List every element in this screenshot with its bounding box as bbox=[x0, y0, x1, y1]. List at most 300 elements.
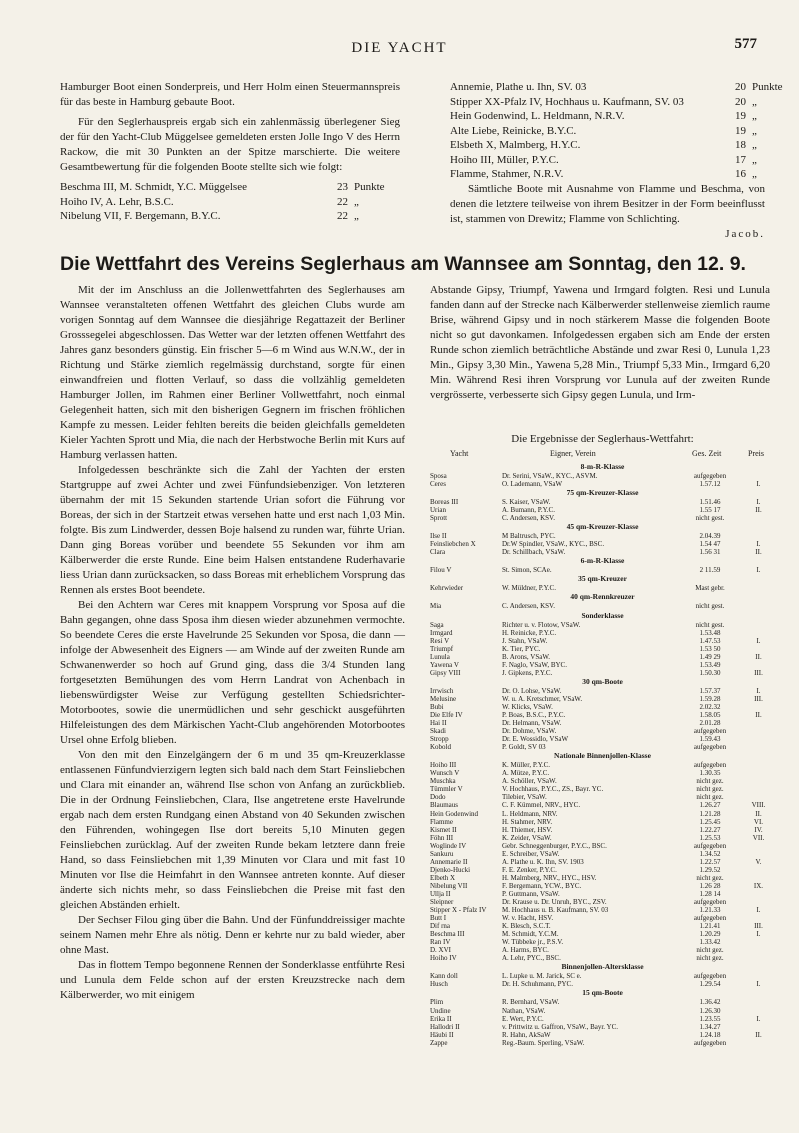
class-heading: 35 qm-Kreuzer bbox=[578, 574, 627, 584]
prize-cell: IV. bbox=[754, 825, 763, 834]
header-time: Ges. Zeit bbox=[692, 449, 722, 458]
time-cell: 1.56 31 bbox=[699, 548, 721, 557]
class-heading: 40 qm-Rennkreuzer bbox=[570, 592, 635, 602]
yacht-cell: Zappe bbox=[430, 1038, 448, 1047]
owner-cell: Dr. Schillbach, VSaW. bbox=[502, 548, 566, 557]
table-row bbox=[430, 842, 775, 850]
owner-cell: A. Plathe u. K. Ihn, SV. 1903 bbox=[502, 857, 584, 866]
table-row bbox=[430, 938, 775, 946]
ranking-row: Flamme, Stahmer, N.R.V. 16 „ bbox=[450, 168, 757, 180]
table-row bbox=[430, 584, 775, 592]
yacht-cell: Lunula bbox=[430, 652, 450, 661]
yacht-cell: Irmgard bbox=[430, 628, 453, 637]
table-row bbox=[430, 1023, 775, 1031]
top-left-column bbox=[60, 80, 400, 224]
prize-cell: VI. bbox=[753, 817, 764, 826]
ranking-row: Annemie, Plathe u. Ihn, SV. 03 20 Punkte bbox=[450, 81, 783, 93]
table-row bbox=[430, 785, 775, 793]
table-row bbox=[430, 810, 775, 818]
owner-cell: Nathan, VSaW. bbox=[502, 1006, 546, 1015]
yacht-cell: Hoiho IV bbox=[430, 954, 457, 963]
paragraph: Bei den Achtern war Ceres mit knappem Vorsprung vor Sposa auf die Bahn gegangen, ohne dass Sposa ihm diesen wieder abzunehmen vermochte. So beendete Ceres die erste Havelrunde 25 Sekunden vor Sposa, die dann — infolge der Abwesenheit des Eigners — am Winde auf der zweiten Runde am Schwanenwerder so hoch auf Grund ging, dass die 3/4 Stunden lang fortgesetzten Bemühungen des vom Herrn Landrat von Achenbach in liebenswürdigster Weise zur Verfügung gestellten Schiedsrichter-Motorbootes, sowie die unermüdlichen und sehr geschickt ausgeführten Hilfeleistungen des dem Märkischen Yacht-Club angehörenden Motorbootes Ursel ohne Erfolg blieben. bbox=[60, 599, 405, 746]
paragraph: Mit der im Anschluss an die Jollenwettfahrten des Seglerhauses am Wannsee veranstalteten offenen Wettfahrt des gleichen Clubs wurde am vorigen Sonntag auf dem Wannsee die diesjährige Regattazeit der Berliner Grosssegelei abgeschlossen. Das Wetter war der letzten offenen Wettfahrt des Jahres ganz besonders günstig. Ein frischer 5—6 m Wind aus W.N.W., der in Richtung und Stärke ziemlich regelmässig durchstand, sorgte für einen einwandfreien und flotten Verlauf, so dass die vollzählig gemeldeten Hamburger Jollen, im Rahmen einer Berliner Vollwettfahrt, noch einmal Gelegenheit hatten, sich mit den bisherigen Gegnern im frischen fröhlichen Kampfe zu messen. Leider fehlten bereits die beiden gleichfalls gemeldeten Kieler Yachten Sprott und Mia, die nach der Herbstwoche Berlin mit Kurs auf Hamburg verlassen hatten. bbox=[60, 284, 405, 461]
time-cell: 1.20.29 bbox=[699, 930, 721, 939]
owner-cell: J. Stahn, VSaW. bbox=[502, 636, 548, 645]
top-right-column bbox=[450, 80, 783, 242]
time-cell: nicht gest. bbox=[695, 514, 725, 523]
owner-cell: H. Thiemer, HSV. bbox=[502, 825, 553, 834]
table-row bbox=[430, 874, 775, 882]
owner-cell: B. Arons, VSaW. bbox=[502, 652, 551, 661]
article-left-column bbox=[60, 283, 405, 1003]
table-row bbox=[430, 834, 775, 842]
yacht-cell: Annemarie II bbox=[430, 857, 468, 866]
time-cell: 2.01.28 bbox=[699, 719, 721, 728]
yacht-cell: Woglinde IV bbox=[430, 841, 467, 850]
results-body bbox=[430, 462, 775, 1047]
table-row bbox=[430, 629, 775, 637]
owner-cell: A. Schöller, VSaW. bbox=[502, 777, 557, 786]
table-row bbox=[430, 743, 775, 751]
prize-cell: II. bbox=[755, 548, 762, 557]
time-cell: aufgegeben bbox=[693, 472, 727, 480]
time-cell: 1.36.42 bbox=[699, 998, 721, 1007]
yacht-cell: Ran IV bbox=[430, 938, 451, 947]
owner-cell: P. Boas, B.S.C., P.Y.C. bbox=[502, 710, 566, 719]
yacht-cell: Stipper X - Pfalz IV bbox=[430, 906, 487, 915]
time-cell: 1.50.30 bbox=[699, 668, 721, 677]
yacht-cell: Plim bbox=[430, 998, 444, 1007]
table-row bbox=[430, 850, 775, 858]
class-heading: 6-m-R-Klasse bbox=[580, 556, 625, 566]
paragraph: Abstande Gipsy, Triumpf, Yawena und Irmgard folgten. Resi und Lunula fanden dann auf der Strecke nach Kälberwerder stellenweise ziemlich raume Brise, während Gipsy und in noch stärkerem Masse die folgenden Boote nicht so gut davonkamen. Infolgedessen ergaben sich am Ende der ersten Runde schon ziemlich beträchtliche Abstände und zwar Resi 0, Lunula 1,23 Min., Gipsy 3,30 Min., Yawena 5,28 Min., Triumpf 5,33 Min., Irmgard 6,20 Min. Während Resi ihren Vorsprung vor Lunula auf der zweiten Runde vergrösserte, verbesserte sich Gipsy gegen Lunula, und Irm- bbox=[430, 284, 770, 401]
table-row bbox=[430, 801, 775, 809]
owner-cell: C. Andersen, KSV. bbox=[502, 602, 555, 611]
page-header-title: DIE YACHT bbox=[351, 40, 448, 56]
yacht-cell: Ceres bbox=[430, 480, 446, 489]
class-heading: Nationale Binnenjollen-Klasse bbox=[554, 751, 651, 761]
yacht-cell: Häubi II bbox=[430, 1030, 454, 1039]
table-row bbox=[430, 548, 775, 556]
prize-cell: I. bbox=[756, 566, 761, 575]
time-cell: 1.22.57 bbox=[699, 857, 721, 866]
time-cell: nicht gez. bbox=[696, 954, 724, 963]
owner-cell: A. Harms, BYC. bbox=[502, 946, 549, 955]
time-cell: 1.25.53 bbox=[699, 833, 721, 842]
owner-cell: M Baltrusch, PYC. bbox=[502, 532, 556, 541]
prize-cell: IX. bbox=[753, 881, 764, 890]
yacht-cell: Flamme bbox=[430, 817, 453, 826]
table-row bbox=[430, 703, 775, 711]
table-row bbox=[430, 1039, 775, 1047]
yacht-cell: Skadi bbox=[430, 727, 446, 736]
class-heading: Sonderklasse bbox=[581, 610, 624, 620]
yacht-cell: Erika II bbox=[430, 1014, 452, 1023]
yacht-cell: Wunsch V bbox=[430, 769, 460, 778]
owner-cell: W. v. Hacht, HSV. bbox=[502, 914, 554, 923]
yacht-cell: Kismet II bbox=[430, 825, 457, 834]
prize-cell: III. bbox=[754, 694, 763, 703]
time-cell: 1.53.49 bbox=[699, 660, 721, 669]
prize-cell: V. bbox=[755, 857, 762, 866]
time-cell: 1.54 47 bbox=[699, 540, 721, 549]
owner-cell: J. Gipkens, P.Y.C. bbox=[502, 668, 553, 677]
ranking-row: Hein Godenwind, L. Heldmann, N.R.V. 19 „ bbox=[450, 110, 757, 122]
prize-cell: VIII. bbox=[751, 801, 766, 810]
time-cell: 2.04.39 bbox=[699, 532, 721, 541]
owner-cell: H. Malmberg, NRV., HYC., HSV. bbox=[502, 873, 597, 882]
owner-cell: K. Müller, P.Y.C. bbox=[502, 761, 551, 770]
owner-cell: Tilebier, VSaW. bbox=[502, 793, 547, 802]
prize-cell: II. bbox=[755, 809, 762, 818]
ranking-row: Beschma III, M. Schmidt, Y.C. Müggelsee 23 Punkte bbox=[60, 181, 385, 193]
table-row bbox=[430, 735, 775, 743]
table-row bbox=[430, 669, 775, 677]
owner-cell: M. Schmidt, Y.C.M. bbox=[502, 930, 559, 939]
owner-cell: L. Lupke u. M. Jarick, SC e. bbox=[502, 972, 582, 981]
prize-cell: I. bbox=[756, 980, 761, 989]
owner-cell: S. Kaiser, VSaW. bbox=[502, 498, 551, 507]
table-row bbox=[430, 566, 775, 574]
prize-cell: I. bbox=[756, 1014, 761, 1023]
prize-cell: III. bbox=[754, 668, 763, 677]
header-prize: Preis bbox=[748, 449, 764, 458]
time-cell: 2 11.59 bbox=[699, 566, 721, 575]
time-cell: 1.58.05 bbox=[699, 710, 721, 719]
table-row bbox=[430, 826, 775, 834]
paragraph: Von den mit den Einzelgängern der 6 m und 35 qm-Kreuzerklasse entlassenen Fünfundvierzigern legten sich bald nach dem Start Feinsliebchen und Clara mit einander an, während Ilse schon von Anfang an zurückblieb. Die in der Ordnung Feinsliebchen, Clara, Ilse angetretene erste Havelrunde ergab nach dem ersten Rundgang einen Abstand von 40 Sekunden zwischen den Führenden, wohingegen Ilse dort bereits 5,10 Minuten gegen Feinsliebchen zurücklag. Auf der zweiten Runde bekam letztere dann freie Hand, so dass Feinsliebchen mit 1,39 Minuten vor Clara und mit fast 10 Minuten vor Ilse die Heimfahrt in den Wannsee antreten konnte. Auf dieser änderte sich nichts mehr, so dass Feinsliebchen die Preise mit fast den gleichen Abständen erhielt. bbox=[60, 749, 405, 911]
owner-cell: W. Tübbeke jr., P.S.V. bbox=[502, 938, 564, 947]
table-row bbox=[430, 645, 775, 653]
owner-cell: R. Bernhard, VSaW. bbox=[502, 998, 560, 1007]
time-cell: aufgegeben bbox=[693, 972, 727, 981]
ranking-row: Hoiho III, Müller, P.Y.C. 17 „ bbox=[450, 153, 757, 166]
table-row bbox=[430, 637, 775, 645]
time-cell: 1.59.43 bbox=[699, 735, 721, 744]
yacht-cell: Triumpf bbox=[430, 644, 454, 653]
owner-cell: C. F. Kümmel, NRV., HYC. bbox=[502, 801, 581, 810]
owner-cell: M. Hochhaus u. B. Kaufmann, SV. 03 bbox=[502, 906, 609, 915]
yacht-cell: Muschka bbox=[430, 777, 456, 786]
owner-cell: Dr. Krause u. Dr. Unruh, BYC., ZSV. bbox=[502, 898, 607, 907]
table-row bbox=[430, 472, 775, 480]
paragraph: Hamburger Boot einen Sonderpreis, und Herr Holm einen Steuermannspreis für das beste in Hamburg gebaute Boot. bbox=[60, 81, 400, 108]
owner-cell: A. Lehr, PYC., BSC. bbox=[502, 954, 561, 963]
table-row bbox=[430, 711, 775, 719]
ranking-row: Elsbeth X, Malmberg, H.Y.C. 18 „ bbox=[450, 139, 757, 151]
time-cell: 1.53.48 bbox=[699, 628, 721, 637]
owner-cell: V. Hochhaus, P.Y.C., ZS., Bayr. YC. bbox=[502, 785, 604, 794]
yacht-cell: Feinsliebchen X bbox=[430, 540, 476, 549]
table-row bbox=[430, 1015, 775, 1023]
page-number: 577 bbox=[734, 36, 757, 52]
time-cell: 1.49 29 bbox=[699, 652, 721, 661]
yacht-cell: Hoiho III bbox=[430, 761, 457, 770]
table-row bbox=[430, 769, 775, 777]
table-row bbox=[430, 514, 775, 522]
table-row bbox=[430, 602, 775, 610]
owner-cell: R. Hahn, AkSaW bbox=[502, 1030, 551, 1039]
yacht-cell: Föhn III bbox=[430, 833, 454, 842]
time-cell: 2.02.32 bbox=[699, 702, 721, 711]
ranking-list bbox=[450, 80, 783, 182]
table-row bbox=[430, 858, 775, 866]
class-heading: 8-m-R-Klasse bbox=[580, 462, 625, 471]
ranking-row: Alte Liebe, Reinicke, B.Y.C. 19 „ bbox=[450, 124, 757, 137]
ranking-row: Nibelung VII, F. Bergemann, B.Y.C. 22 „ bbox=[60, 210, 359, 222]
time-cell: 1.28 14 bbox=[699, 889, 721, 898]
owner-cell: L. Heldmann, NRV. bbox=[502, 809, 558, 818]
table-row bbox=[430, 1007, 775, 1015]
yacht-cell: Sankuru bbox=[430, 849, 454, 858]
owner-cell: C. Andersen, KSV. bbox=[502, 514, 555, 523]
owner-cell: W. u. A. Kretschmer, VSaW. bbox=[502, 694, 583, 703]
table-row bbox=[430, 882, 775, 890]
yacht-cell: Mia bbox=[430, 602, 442, 611]
time-cell: aufgegeben bbox=[693, 761, 727, 770]
time-cell: aufgegeben bbox=[693, 841, 727, 850]
time-cell: aufgegeben bbox=[693, 727, 727, 736]
time-cell: 1.21.33 bbox=[699, 906, 721, 915]
yacht-cell: Blaumaus bbox=[430, 801, 458, 810]
yacht-cell: Butt I bbox=[430, 914, 447, 923]
table-row bbox=[430, 661, 775, 669]
time-cell: 1.26 28 bbox=[699, 881, 721, 890]
table-row bbox=[430, 540, 775, 548]
time-cell: 1.34.52 bbox=[699, 849, 721, 858]
yacht-cell: Stropp bbox=[430, 735, 449, 744]
yacht-cell: Kann doll bbox=[430, 972, 458, 981]
table-row bbox=[430, 480, 775, 488]
time-cell: nicht gez. bbox=[696, 785, 724, 794]
yacht-cell: Resi V bbox=[430, 636, 450, 645]
yacht-cell: Beschma III bbox=[430, 930, 465, 939]
time-cell: 1.34.27 bbox=[699, 1022, 721, 1031]
time-cell: 1.29.52 bbox=[699, 865, 721, 874]
class-heading: 75 qm-Kreuzer-Klasse bbox=[566, 488, 639, 498]
time-cell: nicht gest. bbox=[695, 602, 725, 611]
time-cell: aufgegeben bbox=[693, 1038, 727, 1047]
table-row bbox=[430, 818, 775, 826]
header-yacht: Yacht bbox=[450, 449, 469, 458]
yacht-cell: Dif rna bbox=[430, 922, 451, 931]
prize-cell: III. bbox=[754, 922, 763, 931]
table-row bbox=[430, 761, 775, 769]
table-row bbox=[430, 653, 775, 661]
yacht-cell: Boreas III bbox=[430, 498, 459, 507]
prize-cell: VII. bbox=[752, 833, 765, 842]
time-cell: 1.25.45 bbox=[699, 817, 721, 826]
prize-cell: II. bbox=[755, 1030, 762, 1039]
table-row bbox=[430, 906, 775, 914]
table-row bbox=[430, 998, 775, 1006]
owner-cell: F. Bergemann, YCW., BYC. bbox=[502, 881, 582, 890]
prize-cell: I. bbox=[756, 540, 761, 549]
owner-cell: Dr. O. Lohse, VSaW. bbox=[502, 686, 562, 695]
paragraph: Das in flottem Tempo begonnene Rennen der Sonderklasse entführte Resi und Lunula dem Felde schon auf der ersten Kreuzstrecke nach dem Kälberwerder, wo mit einigem bbox=[60, 959, 405, 1001]
class-heading: Binnenjollen-Altersklasse bbox=[561, 962, 644, 972]
yacht-cell: Clara bbox=[430, 548, 446, 557]
yacht-cell: Urian bbox=[430, 506, 446, 515]
time-cell: 1.29.54 bbox=[699, 980, 721, 989]
owner-cell: W. Müldner, P.Y.C. bbox=[502, 584, 556, 593]
yacht-cell: D. XVI bbox=[430, 946, 451, 955]
table-row bbox=[430, 946, 775, 954]
table-row bbox=[430, 898, 775, 906]
paragraph: Für den Seglerhauspreis ergab sich ein zahlenmässig überlegener Sieg der für den Yacht-Club Müggelsee gemeldeten ersten Jolle Ingo V des Herrn Rackow, die mit 30 Punkten an der Spitze marschierte. Die weitere Gesamtbewertung für die folgenden Boote stellte sich wie folgt: bbox=[60, 116, 400, 173]
ranking-row: Hoiho IV, A. Lehr, B.S.C. 22 „ bbox=[60, 195, 359, 208]
prize-cell: I. bbox=[756, 930, 761, 939]
owner-cell: Dr. Serini, VSaW., KYC., ASVM. bbox=[502, 472, 598, 480]
yacht-cell: Elbeth X bbox=[430, 873, 456, 882]
prize-cell: II. bbox=[755, 506, 762, 515]
time-cell: 1.57.12 bbox=[699, 480, 721, 489]
time-cell: aufgegeben bbox=[693, 914, 727, 923]
yacht-cell: Sleipner bbox=[430, 898, 454, 907]
prize-cell: I. bbox=[756, 686, 761, 695]
table-row bbox=[430, 793, 775, 801]
time-cell: 1.47.53 bbox=[699, 636, 721, 645]
prize-cell: II. bbox=[755, 652, 762, 661]
class-heading: 15 qm-Boote bbox=[582, 988, 623, 998]
owner-cell: A. Bumann, P.Y.C. bbox=[502, 506, 555, 515]
time-cell: Mast gebr. bbox=[695, 584, 725, 593]
paragraph: Infolgedessen beschränkte sich die Zahl der Yachten der ersten Startgruppe auf zwei Achter und zwei Fünfundsiebenziger. Von letzteren übernahm der mit 15 Sekunden startende Urian sofort die Führung vor Boreas, der sich in der Startzeit etwas versehen hatte und erst nach 1,03 Min. folgte. Bis zum Lindwerder, dessen Boje halsend zu runden war, führte Urian. Dann ging Boreas vorüber und beendete 55 Sekunden vor ihm am Kälberwerder die erste Runde. Eine beim Halsen entstandene Ruderhavarie liess Urian dann zurücksacken, so dass Boreas mit erheblichem Vorsprung das Rennen als erstes Boot beendete. bbox=[60, 464, 405, 596]
table-row bbox=[430, 972, 775, 980]
ranking-list bbox=[60, 180, 400, 224]
yacht-cell: Yawena V bbox=[430, 660, 459, 669]
owner-cell: F. E. Zenker, P.Y.C. bbox=[502, 865, 557, 874]
yacht-cell: Husch bbox=[430, 980, 448, 989]
class-heading: 45 qm-Kreuzer-Klasse bbox=[566, 522, 639, 532]
results-table bbox=[430, 432, 775, 1047]
owner-cell: K. Zeider, VSaW. bbox=[502, 833, 552, 842]
time-cell: nicht gez. bbox=[696, 873, 724, 882]
yacht-cell: Sposa bbox=[430, 472, 447, 480]
paragraph: Der Sechser Filou ging über die Bahn. Und der Fünfunddreissiger machte seinem Namen mehr Ehre als nötig. Denn er kehrte nur zu bald wieder, aber ohne Mast. bbox=[60, 914, 405, 956]
owner-cell: Dr.W Spindler, VSaW., KYC., BSC. bbox=[502, 540, 605, 549]
prize-cell: I. bbox=[756, 636, 761, 645]
owner-cell: Reg.-Baum. Sperling, VSaW. bbox=[502, 1038, 585, 1047]
owner-cell: Gebr. Schneggenburger, P.Y.C., BSC. bbox=[502, 841, 607, 850]
article-right-column bbox=[430, 283, 770, 403]
owner-cell: W. Klicks, VSaW. bbox=[502, 702, 553, 711]
table-row bbox=[430, 621, 775, 629]
time-cell: 1.51.46 bbox=[699, 498, 721, 507]
time-cell: nicht gest. bbox=[695, 620, 725, 629]
yacht-cell: Kehrwieder bbox=[430, 584, 464, 593]
time-cell: nicht gez. bbox=[696, 793, 724, 802]
prize-cell: I. bbox=[756, 906, 761, 915]
yacht-cell: Kobold bbox=[430, 743, 451, 752]
table-row bbox=[430, 980, 775, 988]
time-cell: nicht gez. bbox=[696, 777, 724, 786]
yacht-cell: Tümmler V bbox=[430, 785, 463, 794]
table-row bbox=[430, 930, 775, 938]
time-cell: 1.21.28 bbox=[699, 809, 721, 818]
results-header bbox=[430, 449, 775, 462]
yacht-cell: Ullja II bbox=[430, 889, 451, 898]
yacht-cell: Undine bbox=[430, 1006, 451, 1015]
yacht-cell: Hai II bbox=[430, 719, 447, 728]
time-cell: 1.24.18 bbox=[699, 1030, 721, 1039]
table-row bbox=[430, 914, 775, 922]
time-cell: aufgegeben bbox=[693, 898, 727, 907]
owner-cell: K. Blesch, S.C.T. bbox=[502, 922, 551, 931]
table-row bbox=[430, 954, 775, 962]
owner-cell: P. Guttmann, VSaW. bbox=[502, 889, 560, 898]
table-row bbox=[430, 506, 775, 514]
yacht-cell: Die Elfe IV bbox=[430, 710, 463, 719]
time-cell: nicht gez. bbox=[696, 946, 724, 955]
table-row bbox=[430, 498, 775, 506]
author-signature: Jacob. bbox=[725, 227, 765, 240]
yacht-cell: Djenko-Hucki bbox=[430, 865, 471, 874]
owner-cell: F. Naglo, VSaW, BYC. bbox=[502, 660, 567, 669]
time-cell: 1.57.37 bbox=[699, 686, 721, 695]
time-cell: 1.30.35 bbox=[699, 769, 721, 778]
table-row bbox=[430, 866, 775, 874]
time-cell: aufgegeben bbox=[693, 743, 727, 752]
table-row bbox=[430, 695, 775, 703]
owner-cell: O. Lademann, VSaW bbox=[502, 480, 563, 489]
yacht-cell: Ilse II bbox=[430, 532, 447, 541]
owner-cell: H. Reinicke, P.Y.C. bbox=[502, 628, 557, 637]
table-row bbox=[430, 719, 775, 727]
owner-cell: K. Tier, PYC. bbox=[502, 644, 541, 653]
header-owner: Eigner, Verein bbox=[550, 449, 596, 458]
yacht-cell: Hallodri II bbox=[430, 1022, 460, 1031]
paragraph: Sämtliche Boote mit Ausnahme von Flamme und Beschma, von denen die letztere teilweise von ihrem Besitzer in der Form beeinflusst ist, stammen von Drewitz; Flamme von Schlichting. bbox=[450, 182, 765, 225]
owner-cell: Richter u. v. Flotow, VSaW. bbox=[502, 620, 581, 629]
yacht-cell: Nibelung VII bbox=[430, 881, 468, 890]
yacht-cell: Hein Godenwind bbox=[430, 809, 479, 818]
yacht-cell: Irrwisch bbox=[430, 686, 454, 695]
prize-cell: I. bbox=[756, 480, 761, 489]
table-row bbox=[430, 890, 775, 898]
yacht-cell: Sprott bbox=[430, 514, 448, 523]
time-cell: 1.33.42 bbox=[699, 938, 721, 947]
results-title: Die Ergebnisse der Seglerhaus-Wettfahrt: bbox=[511, 433, 694, 445]
time-cell: 1.26.27 bbox=[699, 801, 721, 810]
owner-cell: H. Stahmer, NRV. bbox=[502, 817, 553, 826]
time-cell: 1.23.55 bbox=[699, 1014, 721, 1023]
table-row bbox=[430, 727, 775, 735]
time-cell: 1.55 17 bbox=[699, 506, 721, 515]
owner-cell: A. Mütze, P.Y.C. bbox=[502, 769, 550, 778]
owner-cell: E. Schreiber, VSaW. bbox=[502, 849, 560, 858]
owner-cell: Dr. H. Schuhmann, PYC. bbox=[502, 980, 573, 989]
owner-cell: P. Goldt, SV 03 bbox=[502, 743, 546, 752]
class-heading: 30 qm-Boote bbox=[582, 676, 623, 686]
owner-cell: E. Wert, P.Y.C. bbox=[502, 1014, 544, 1023]
table-row bbox=[430, 532, 775, 540]
yacht-cell: Filou V bbox=[430, 566, 452, 575]
owner-cell: v. Prittwitz u. Gaffron, VSaW., Bayr. YC. bbox=[502, 1022, 619, 1031]
time-cell: 1.21.41 bbox=[699, 922, 721, 931]
prize-cell: I. bbox=[756, 498, 761, 507]
table-row bbox=[430, 922, 775, 930]
table-row bbox=[430, 687, 775, 695]
ranking-row: Stipper XX-Pfalz IV, Hochhaus u. Kaufmann, SV. 03 20 „ bbox=[450, 95, 757, 108]
yacht-cell: Saga bbox=[430, 620, 444, 629]
yacht-cell: Bubi bbox=[430, 702, 444, 711]
time-cell: 1.22.27 bbox=[699, 825, 721, 834]
article-headline: Die Wettfahrt des Vereins Seglerhaus am Wannsee am Sonntag, den 12. 9. bbox=[60, 253, 746, 275]
owner-cell: St. Simon, SCAe. bbox=[502, 566, 552, 575]
time-cell: 1.26.30 bbox=[699, 1006, 721, 1015]
prize-cell: II. bbox=[755, 710, 762, 719]
